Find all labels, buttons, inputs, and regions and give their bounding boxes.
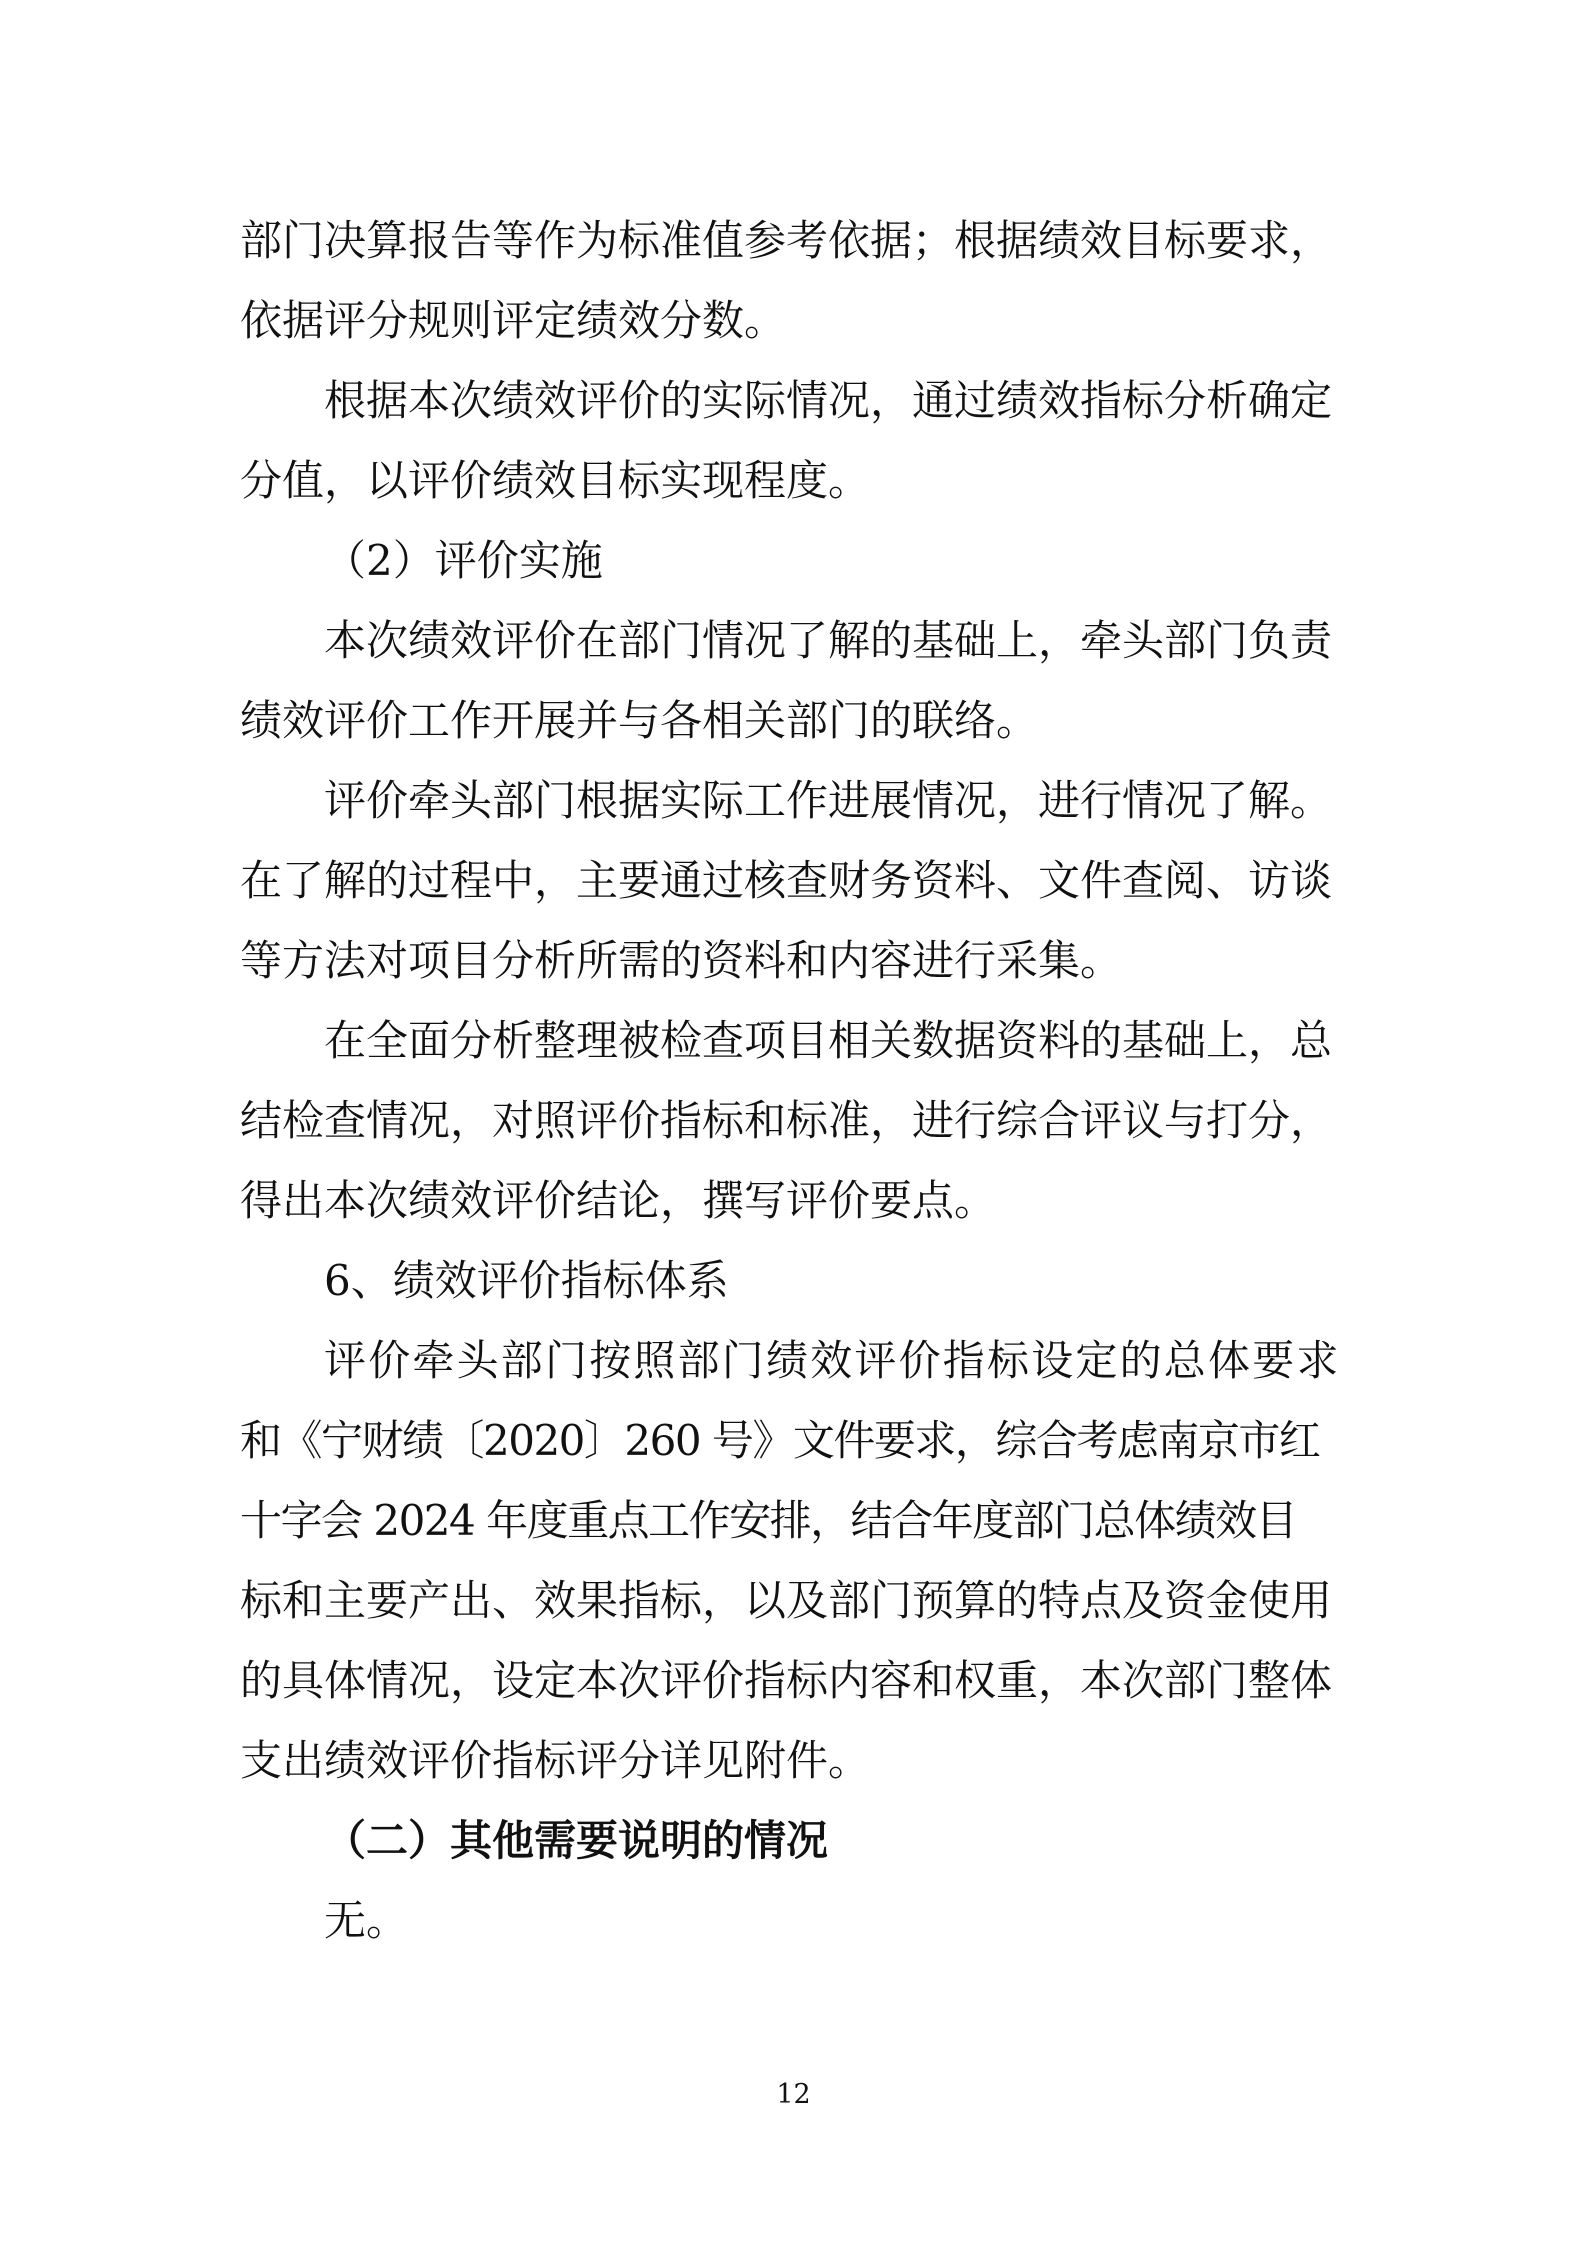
paragraph-line: 评价牵头部门根据实际工作进展情况，进行情况了解。 — [324, 776, 1333, 825]
paragraph-line: 和《宁财绩〔2020〕260 号》文件要求，综合考虑南京市红 — [240, 1416, 1320, 1465]
paragraph-line: 在全面分析整理被检查项目相关数据资料的基础上，总 — [324, 1016, 1333, 1065]
page-number: 12 — [776, 2079, 811, 2110]
subsection-heading: （2）评价实施 — [324, 536, 603, 585]
section-heading: （二）其他需要说明的情况 — [324, 1816, 829, 1865]
paragraph-line: 十字会 2024 年度重点工作安排，结合年度部门总体绩效目 — [240, 1496, 1297, 1545]
paragraph-line: 标和主要产出、效果指标，以及部门预算的特点及资金使用 — [240, 1576, 1333, 1625]
subsection-heading: 6、绩效评价指标体系 — [324, 1256, 729, 1305]
paragraph-line: 等方法对项目分析所需的资料和内容进行采集。 — [240, 936, 1123, 985]
paragraph-line: 本次绩效评价在部门情况了解的基础上，牵头部门负责 — [324, 616, 1333, 665]
paragraph-line: 无。 — [324, 1896, 409, 1945]
paragraph-line: 绩效评价工作开展并与各相关部门的联络。 — [240, 696, 1039, 745]
paragraph-line: 结检查情况，对照评价指标和标准，进行综合评议与打分， — [240, 1096, 1333, 1145]
paragraph-line: 依据评分规则评定绩效分数。 — [240, 296, 787, 345]
paragraph-line: 分值，以评价绩效目标实现程度。 — [240, 456, 871, 505]
paragraph-line: 部门决算报告等作为标准值参考依据；根据绩效目标要求， — [240, 216, 1333, 265]
paragraph-line: 根据本次绩效评价的实际情况，通过绩效指标分析确定 — [324, 376, 1333, 425]
paragraph-line: 在了解的过程中，主要通过核查财务资料、文件查阅、访谈 — [240, 856, 1333, 905]
paragraph-line: 得出本次绩效评价结论，撰写评价要点。 — [240, 1176, 997, 1225]
paragraph-line: 评价牵头部门按照部门绩效评价指标设定的总体要求 — [324, 1336, 1341, 1385]
paragraph-line: 支出绩效评价指标评分详见附件。 — [240, 1736, 871, 1785]
document-body — [240, 201, 1340, 1961]
paragraph-line: 的具体情况，设定本次评价指标内容和权重，本次部门整体 — [240, 1656, 1333, 1705]
